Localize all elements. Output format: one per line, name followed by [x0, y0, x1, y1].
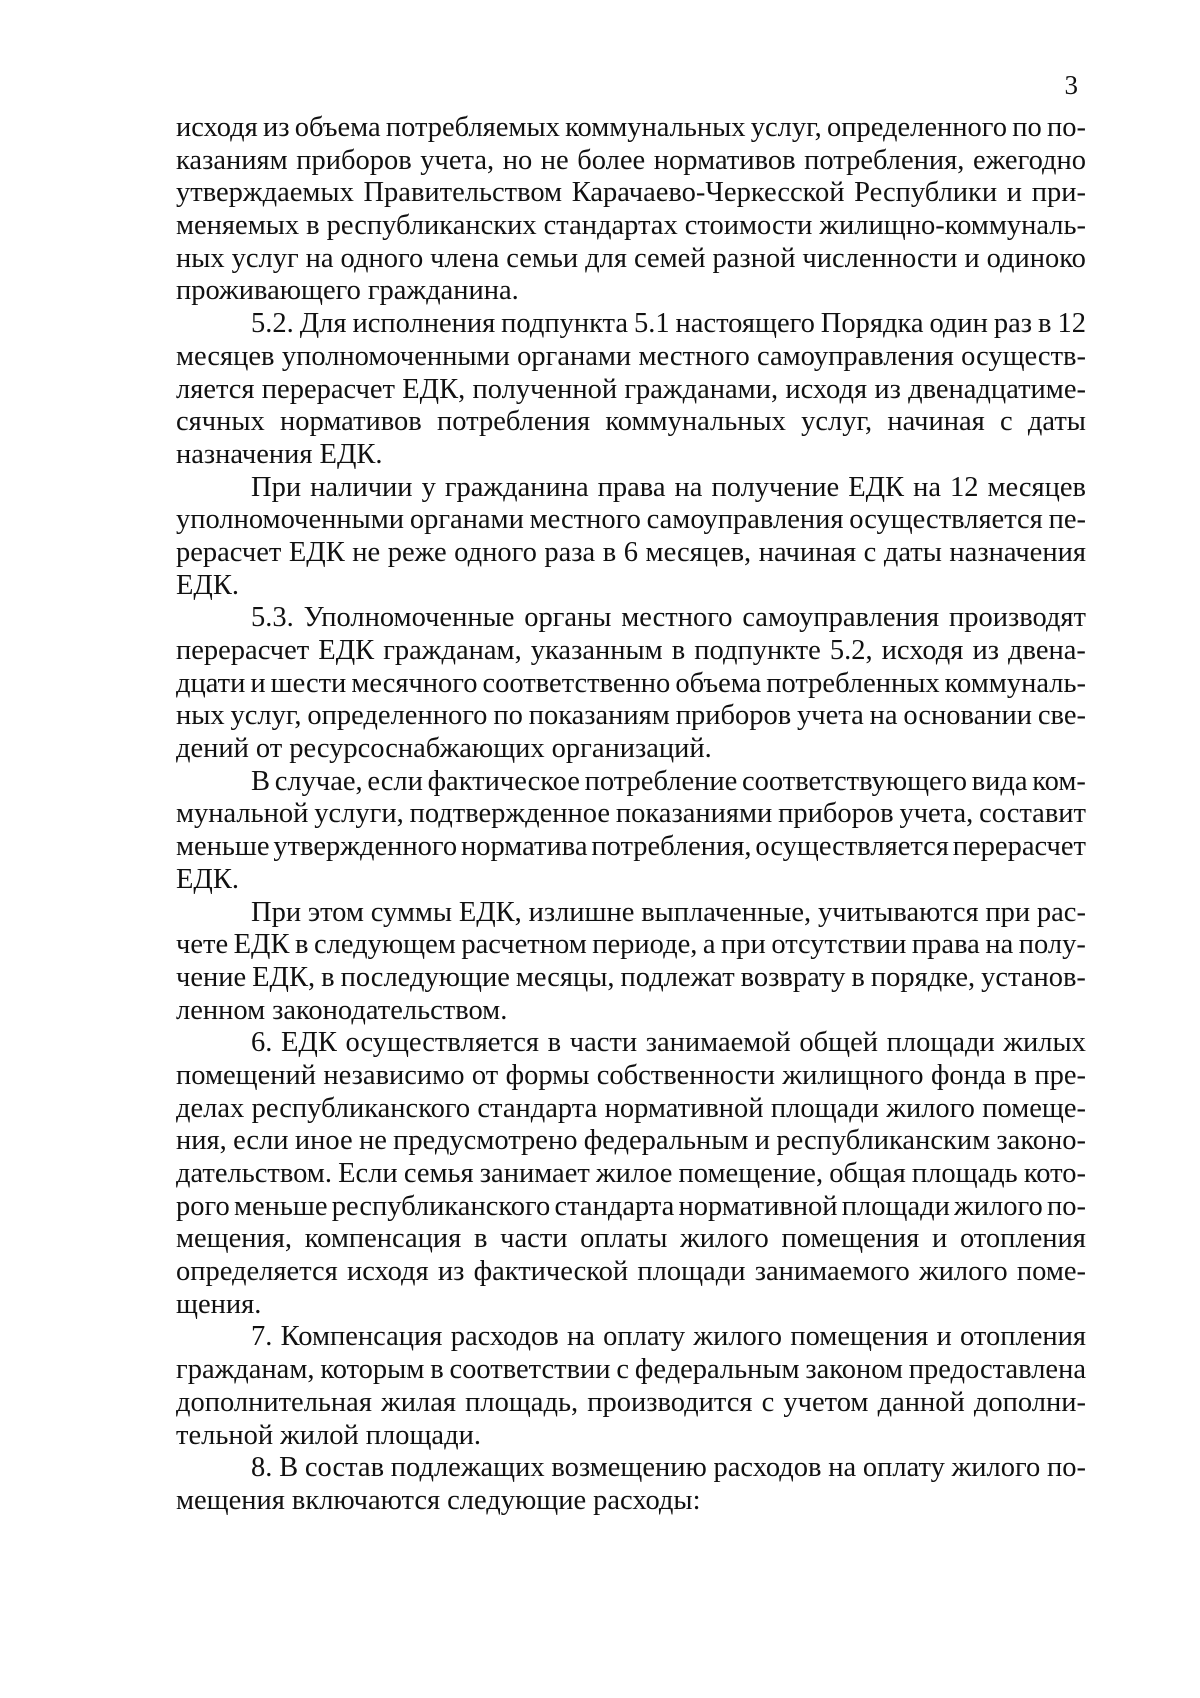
text-line: утверждаемых Правительством Карачаево-Черкесской Республики и при- [176, 177, 1086, 209]
text-line: ЕДК. [176, 569, 239, 601]
text-line: дательством. Если семья занимает жилое помещение, общая площадь кото- [176, 1158, 1086, 1189]
text-line: мещения включаются следующие расходы: [176, 1484, 701, 1516]
text-line: меньше утвержденного норматива потребления, осуществляется перерасчет [176, 831, 1086, 863]
text-line: сячных нормативов потребления коммунальных услуг, начиная с даты [176, 406, 1086, 438]
text-line: гражданам, которым в соответствии с федеральным законом предоставлена [176, 1354, 1086, 1386]
text-line: 6. ЕДК осуществляется в части занимаемой общей площади жилых [251, 1027, 1086, 1059]
text-line: ЕДК. [176, 863, 239, 895]
text-line: перерасчет ЕДК гражданам, указанным в подпункте 5.2, исходя из двена- [176, 635, 1086, 666]
text-line: мунальной услуги, подтвержденное показаниями приборов учета, составит [176, 798, 1086, 830]
text-line: уполномоченными органами местного самоуправления осуществляется пе- [176, 504, 1086, 536]
text-line: дцати и шести месячного соответственно объема потребленных коммуналь- [176, 667, 1086, 699]
text-line: мещения, компенсация в части оплаты жилого помещения и отопления [176, 1223, 1086, 1255]
text-line: меняемых в республиканских стандартах стоимости жилищно-коммуналь- [176, 210, 1086, 242]
text-line: рого меньше республиканского стандарта нормативной площади жилого по- [176, 1190, 1086, 1222]
text-line: 8. В состав подлежащих возмещению расходов на оплату жилого по- [251, 1452, 1086, 1484]
text-line: 7. Компенсация расходов на оплату жилого помещения и отопления [251, 1321, 1086, 1353]
page-number: 3 [1064, 70, 1078, 100]
text-line: ляется перерасчет ЕДК, полученной гражданами, исходя из двенадцатиме- [176, 373, 1086, 405]
text-line: чете ЕДК в следующем расчетном периоде, а при отсутствии права на полу- [176, 929, 1086, 961]
text-line: помещений независимо от формы собственности жилищного фонда в пре- [176, 1059, 1086, 1091]
text-line: проживающего гражданина. [176, 275, 519, 307]
text-line: 5.3. Уполномоченные органы местного самоуправления производят [251, 602, 1086, 634]
text-line: ных услуг, определенного по показаниям приборов учета на основании све- [176, 700, 1086, 732]
text-line: исходя из объема потребляемых коммунальных услуг, определенного по по- [176, 112, 1086, 143]
text-line: определяется исходя из фактической площади занимаемого жилого поме- [176, 1256, 1086, 1288]
text-line: ных услуг на одного члена семьи для семей разной численности и одиноко [176, 242, 1086, 274]
text-line: При наличии у гражданина права на получение ЕДК на 12 месяцев [251, 471, 1086, 503]
text-line: При этом суммы ЕДК, излишне выплаченные, учитываются при рас- [251, 896, 1086, 928]
text-line: дений от ресурсоснабжающих организаций. [176, 733, 712, 765]
text-line: В случае, если фактическое потребление соответствующего вида ком- [251, 765, 1086, 797]
text-line: чение ЕДК, в последующие месяцы, подлежат возврату в порядке, установ- [176, 961, 1086, 993]
text-line: месяцев уполномоченными органами местного самоуправления осуществ- [176, 340, 1086, 372]
text-line: ния, если иное не предусмотрено федеральным и республиканским законо- [176, 1125, 1086, 1157]
text-line: назначения ЕДК. [176, 438, 383, 470]
text-line: ленном законодательством. [176, 994, 508, 1026]
text-line: рерасчет ЕДК не реже одного раза в 6 месяцев, начиная с даты назначения [176, 536, 1086, 568]
text-line: тельной жилой площади. [176, 1419, 481, 1451]
text-line: щения. [176, 1288, 262, 1320]
text-line: 5.2. Для исполнения подпункта 5.1 настоящего Порядка один раз в 12 [251, 308, 1086, 340]
text-line: казаниям приборов учета, но не более нормативов потребления, ежегодно [176, 144, 1086, 176]
text-line: делах республиканского стандарта нормативной площади жилого помеще- [176, 1092, 1086, 1124]
text-line: дополнительная жилая площадь, производится с учетом данной дополни- [176, 1386, 1086, 1418]
body-text [176, 112, 1086, 1518]
